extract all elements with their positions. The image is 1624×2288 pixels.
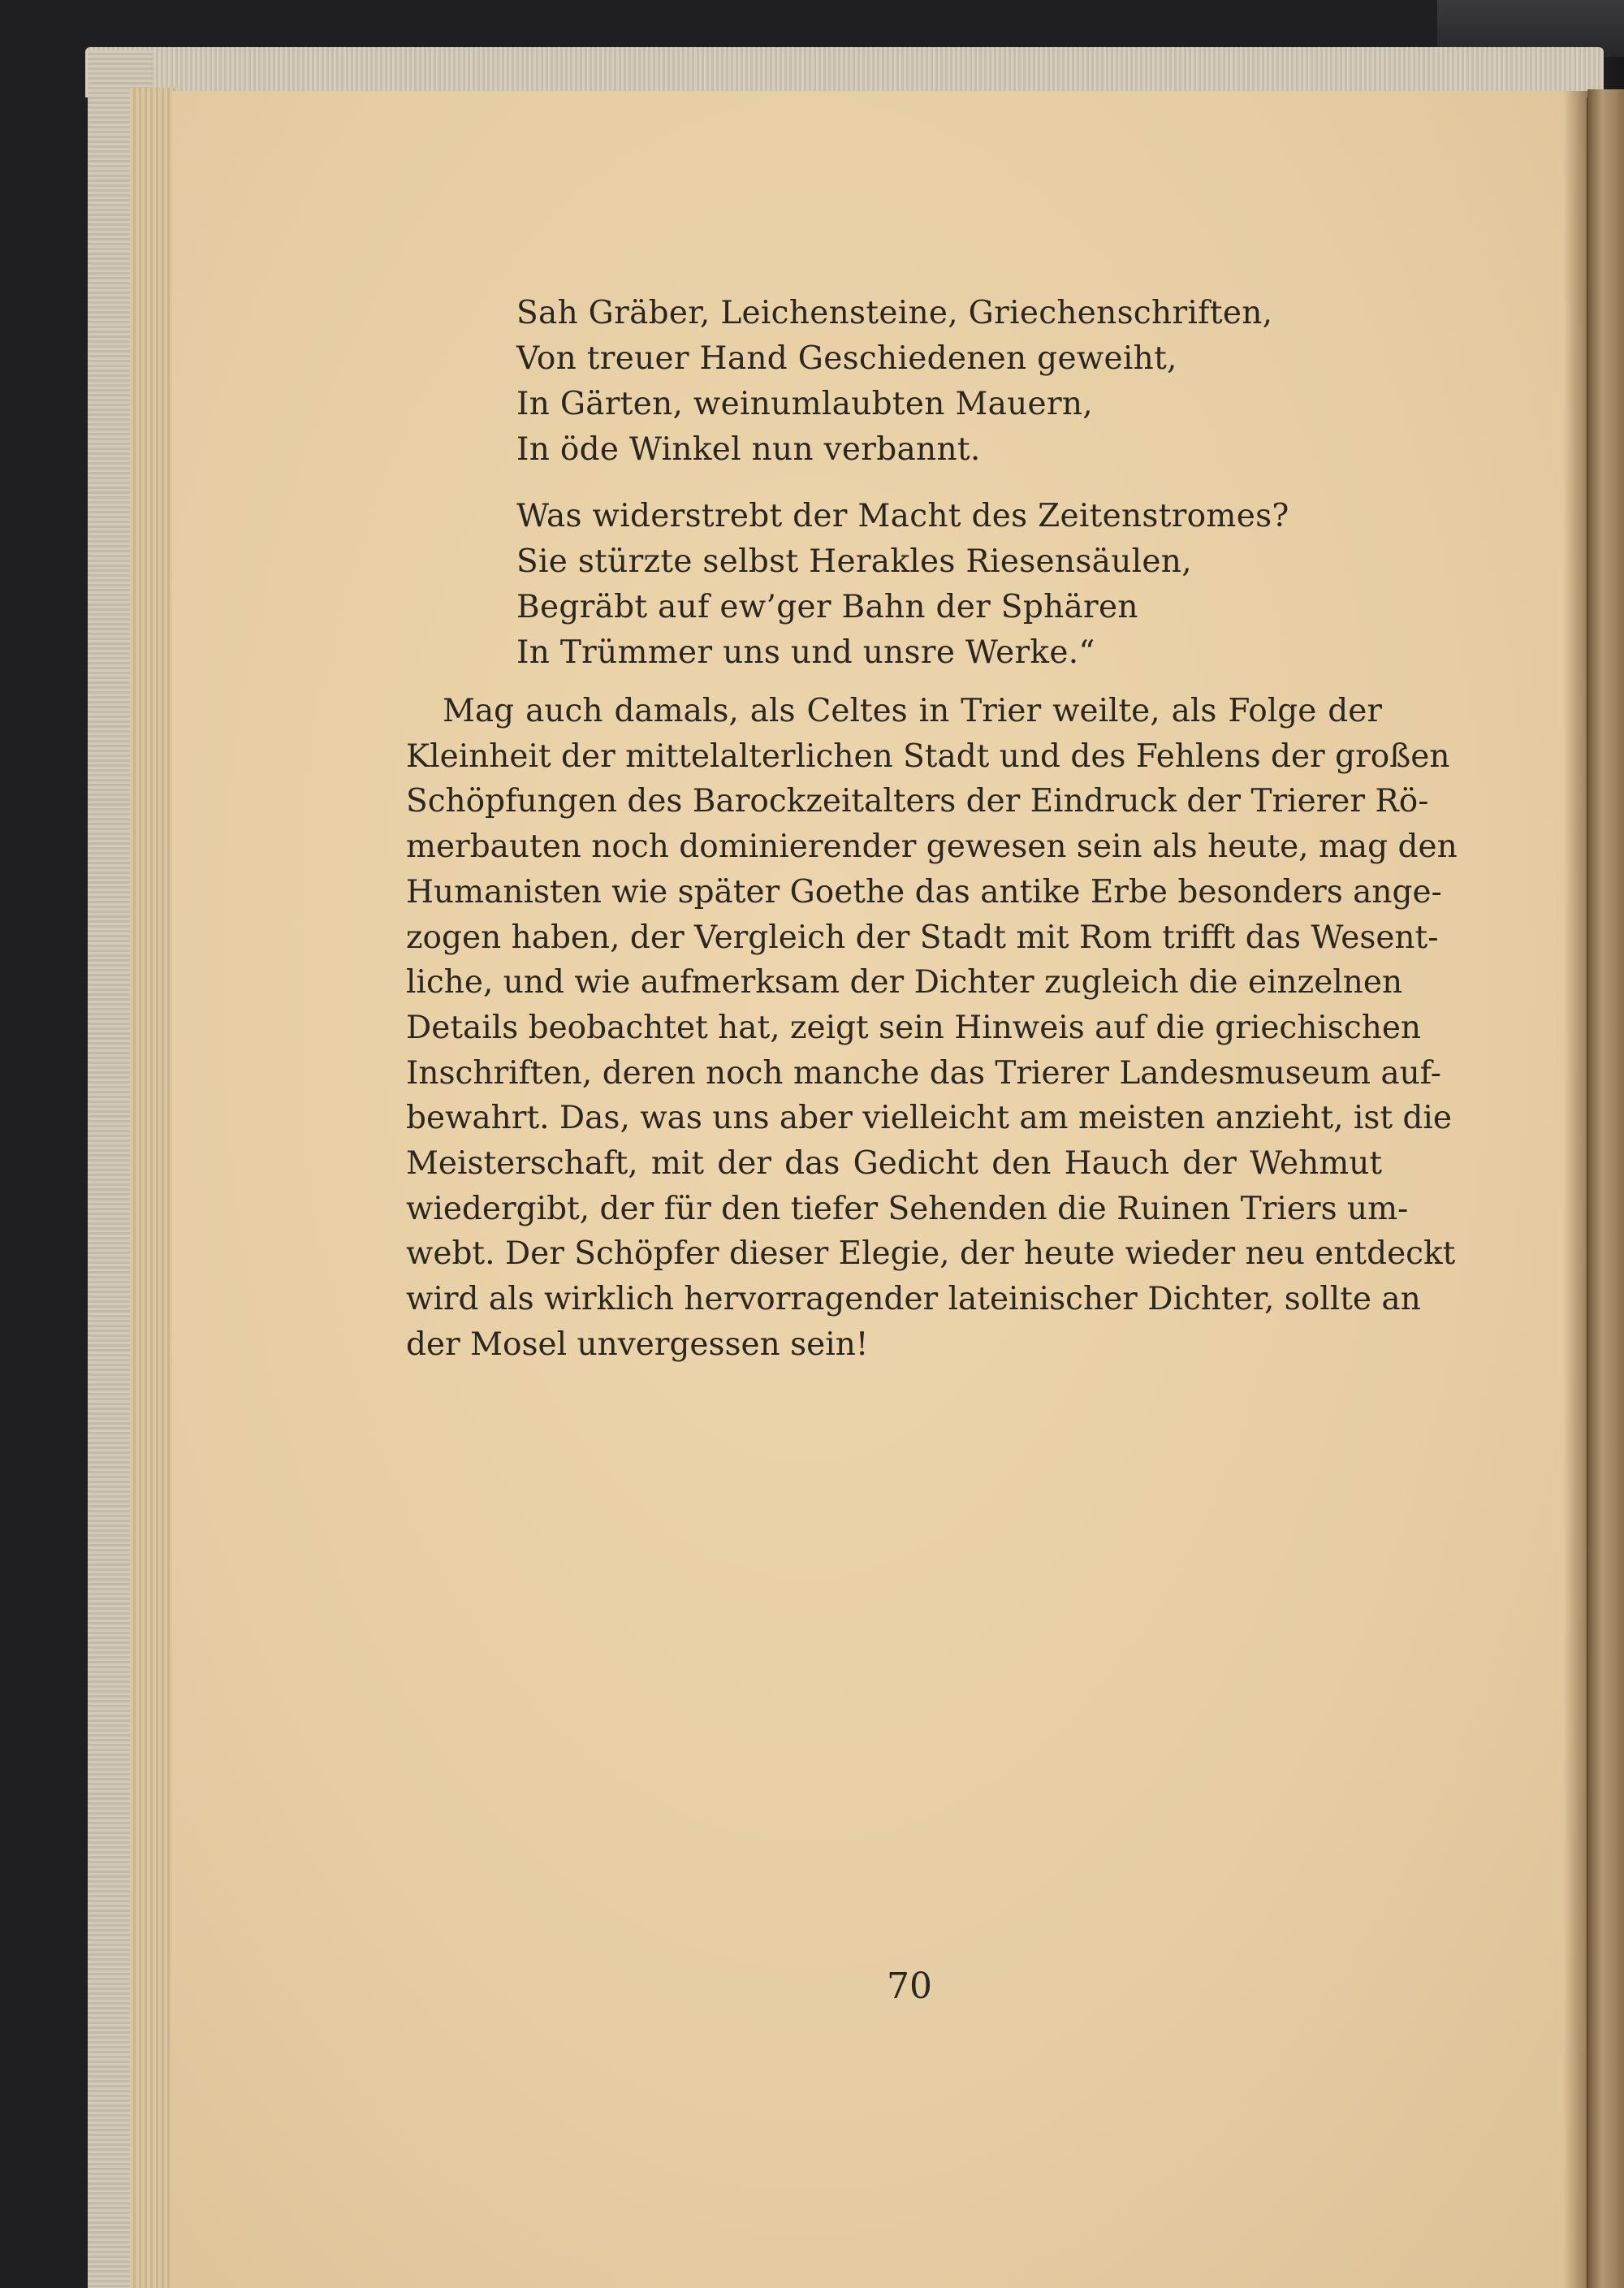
body-paragraph — [406, 689, 1458, 1368]
paragraph-line: bewahrt. Das, was uns aber vielleicht am meisten anzieht, ist die — [406, 1100, 1452, 1137]
verse-line: Sie stürzte selbst Herakles Riesensäulen, — [516, 543, 1192, 580]
paragraph-line: zogen haben, der Vergleich der Stadt mit Rom trifft das Wesent- — [406, 919, 1439, 956]
paragraph-line: Schöpfungen des Barockzeitalters der Eindruck der Trierer Rö- — [406, 783, 1429, 820]
paragraph-line: wird als wirklich hervorragender lateinischer Dichter, sollte an — [406, 1281, 1421, 1318]
paragraph-line: merbauten noch dominierender gewesen sein als heute, mag den — [406, 828, 1458, 866]
verse-line: In Trümmer uns und unsre Werke.“ — [516, 634, 1095, 671]
poem-stanza-2 — [516, 494, 1289, 676]
verse-line: In Gärten, weinumlaubten Mauern, — [516, 386, 1093, 422]
paragraph-line: Kleinheit der mittelalterlichen Stadt und des Fehlens der großen — [406, 737, 1450, 775]
page-gutter-shadow — [1563, 91, 1587, 2288]
facing-page-edge — [1587, 89, 1624, 2288]
verse-line: Begräbt auf ew’ger Bahn der Sphären — [516, 589, 1138, 625]
paragraph-line: Inschriften, deren noch manche das Trierer Landesmuseum auf- — [406, 1054, 1441, 1092]
page-stack-edge — [130, 88, 179, 2288]
verse-line: Was widerstrebt der Macht des Zeitenstromes? — [516, 498, 1289, 534]
verse-line: In öde Winkel nun verbannt. — [516, 431, 981, 468]
verse-line: Sah Gräber, Leichensteine, Griechenschriften, — [516, 295, 1273, 331]
book-binding-top — [85, 47, 1604, 97]
poem-stanza-1 — [516, 291, 1272, 473]
paragraph-line: Humanisten wie später Goethe das antike Erbe besonders ange- — [406, 873, 1442, 910]
paragraph-line: Meisterschaft, mit der das Gedicht den Hauch der Wehmut — [406, 1145, 1382, 1183]
paragraph-line: Details beobachtet hat, zeigt sein Hinweis auf die griechischen — [406, 1009, 1422, 1046]
paragraph-line: Mag auch damals, als Celtes in Trier weilte, als Folge der — [443, 693, 1382, 729]
paragraph-line: webt. Der Schöpfer dieser Elegie, der heute wieder neu entdeckt — [406, 1235, 1456, 1273]
page-number: 70 — [887, 1966, 932, 2007]
paragraph-line: der Mosel unvergessen sein! — [406, 1326, 869, 1363]
paragraph-line: liche, und wie aufmerksam der Dichter zugleich die einzelnen — [406, 964, 1403, 1001]
paragraph-line: wiedergibt, der für den tiefer Sehenden die Ruinen Triers um- — [406, 1190, 1409, 1227]
verse-line: Von treuer Hand Geschiedenen geweiht, — [516, 340, 1177, 377]
